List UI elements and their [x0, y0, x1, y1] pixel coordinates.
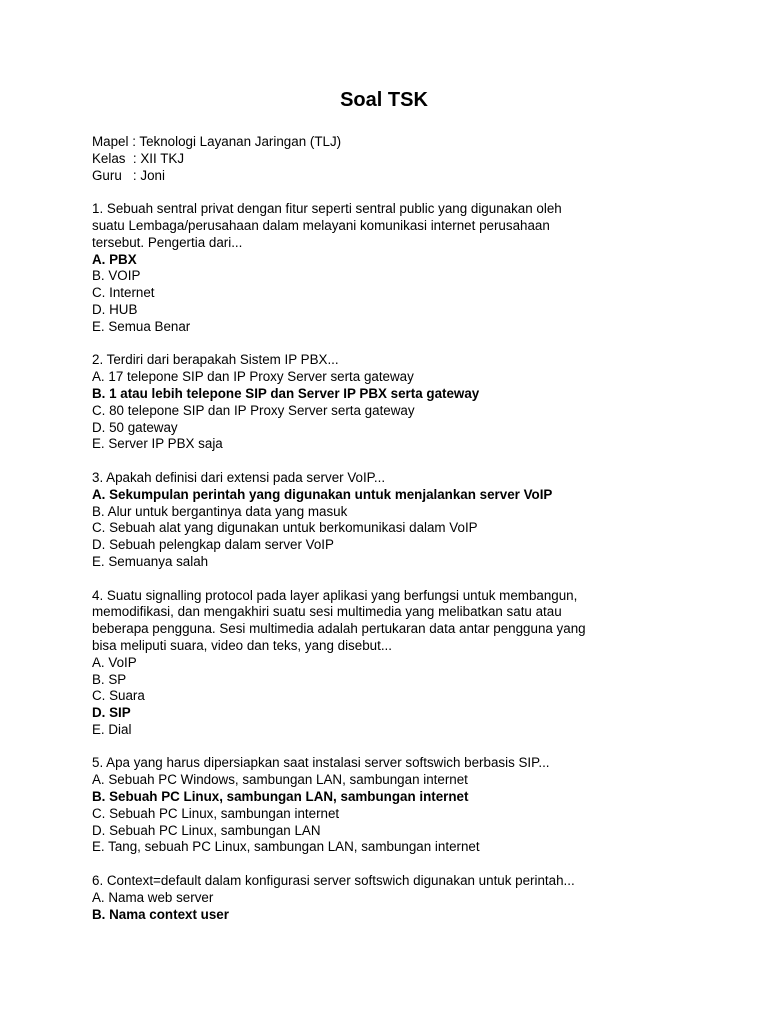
question-6 — [92, 873, 712, 923]
answer-option: C. 80 telepone SIP dan IP Proxy Server serta gateway — [92, 402, 415, 418]
question-text-line: 4. Suatu signalling protocol pada layer aplikasi yang berfungsi untuk membangun, — [92, 587, 578, 603]
answer-option: B. SP — [92, 671, 127, 687]
question-text-line: bisa meliputi suara, video dan teks, yang disebut... — [92, 637, 392, 653]
answer-option: C. Suara — [92, 688, 145, 704]
answer-option: D. 50 gateway — [92, 419, 178, 435]
header-kelas: Kelas : XII TKJ — [92, 150, 185, 166]
answer-option: A. VoIP — [92, 654, 137, 670]
question-5 — [92, 755, 712, 856]
answer-option: D. Sebuah PC Linux, sambungan LAN — [92, 822, 321, 838]
question-text-line: 6. Context=default dalam konfigurasi server softswich digunakan untuk perintah... — [92, 873, 575, 889]
answer-option-correct: D. SIP — [92, 705, 131, 721]
answer-option: A. Sebuah PC Windows, sambungan LAN, sambungan internet — [92, 772, 468, 788]
question-text-line: 2. Terdiri dari berapakah Sistem IP PBX... — [92, 352, 339, 368]
spacer — [92, 184, 712, 201]
question-1 — [92, 201, 712, 335]
answer-option: D. HUB — [92, 301, 138, 317]
question-3 — [92, 470, 712, 571]
answer-option: A. 17 telepone SIP dan IP Proxy Server serta gateway — [92, 369, 414, 385]
spacer — [92, 571, 712, 588]
question-text-line: suatu Lembaga/perusahaan dalam melayani komunikasi internet perusahaan — [92, 217, 550, 233]
spacer — [92, 739, 712, 756]
spacer — [92, 336, 712, 353]
question-text-line: 1. Sebuah sentral privat dengan fitur seperti sentral public yang digunakan oleh — [92, 201, 562, 217]
answer-option-correct: B. Nama context user — [92, 906, 229, 922]
answer-option: B. Alur untuk bergantinya data yang masuk — [92, 503, 348, 519]
answer-option-correct: A. Sekumpulan perintah yang digunakan untuk menjalankan server VoIP — [92, 486, 553, 502]
document-body — [92, 134, 712, 923]
answer-option: C. Sebuah alat yang digunakan untuk berkomunikasi dalam VoIP — [92, 520, 478, 536]
answer-option: E. Semuanya salah — [92, 553, 209, 569]
answer-option: E. Semua Benar — [92, 318, 191, 334]
header-mapel: Mapel : Teknologi Layanan Jaringan (TLJ) — [92, 134, 342, 149]
answer-option-correct: B. Sebuah PC Linux, sambungan LAN, sambungan internet — [92, 789, 469, 805]
page-title: Soal TSK — [340, 89, 428, 111]
answer-option: E. Server IP PBX saja — [92, 436, 223, 452]
question-text-line: 3. Apakah definisi dari extensi pada server VoIP... — [92, 469, 386, 485]
spacer — [92, 856, 712, 873]
question-text-line: tersebut. Pengertia dari... — [92, 234, 243, 250]
answer-option: A. Nama web server — [92, 889, 214, 905]
question-text-line: 5. Apa yang harus dipersiapkan saat instalasi server softswich berbasis SIP... — [92, 755, 550, 771]
answer-option: C. Internet — [92, 285, 155, 301]
question-4 — [92, 588, 712, 739]
answer-option-correct: A. PBX — [92, 251, 137, 267]
question-text-line: memodifikasi, dan mengakhiri suatu sesi multimedia yang melibatkan satu atau — [92, 604, 562, 620]
answer-option-correct: B. 1 atau lebih telepone SIP dan Server IP PBX serta gateway — [92, 385, 480, 401]
answer-option: C. Sebuah PC Linux, sambungan internet — [92, 805, 340, 821]
question-text-line: beberapa pengguna. Sesi multimedia adalah pertukaran data antar pengguna yang — [92, 621, 586, 637]
question-2 — [92, 352, 712, 453]
answer-option: B. VOIP — [92, 268, 141, 284]
answer-option: D. Sebuah pelengkap dalam server VoIP — [92, 537, 334, 553]
spacer — [92, 453, 712, 470]
header-guru: Guru : Joni — [92, 167, 165, 183]
answer-option: E. Tang, sebuah PC Linux, sambungan LAN, sambungan internet — [92, 839, 480, 855]
answer-option: E. Dial — [92, 721, 132, 737]
